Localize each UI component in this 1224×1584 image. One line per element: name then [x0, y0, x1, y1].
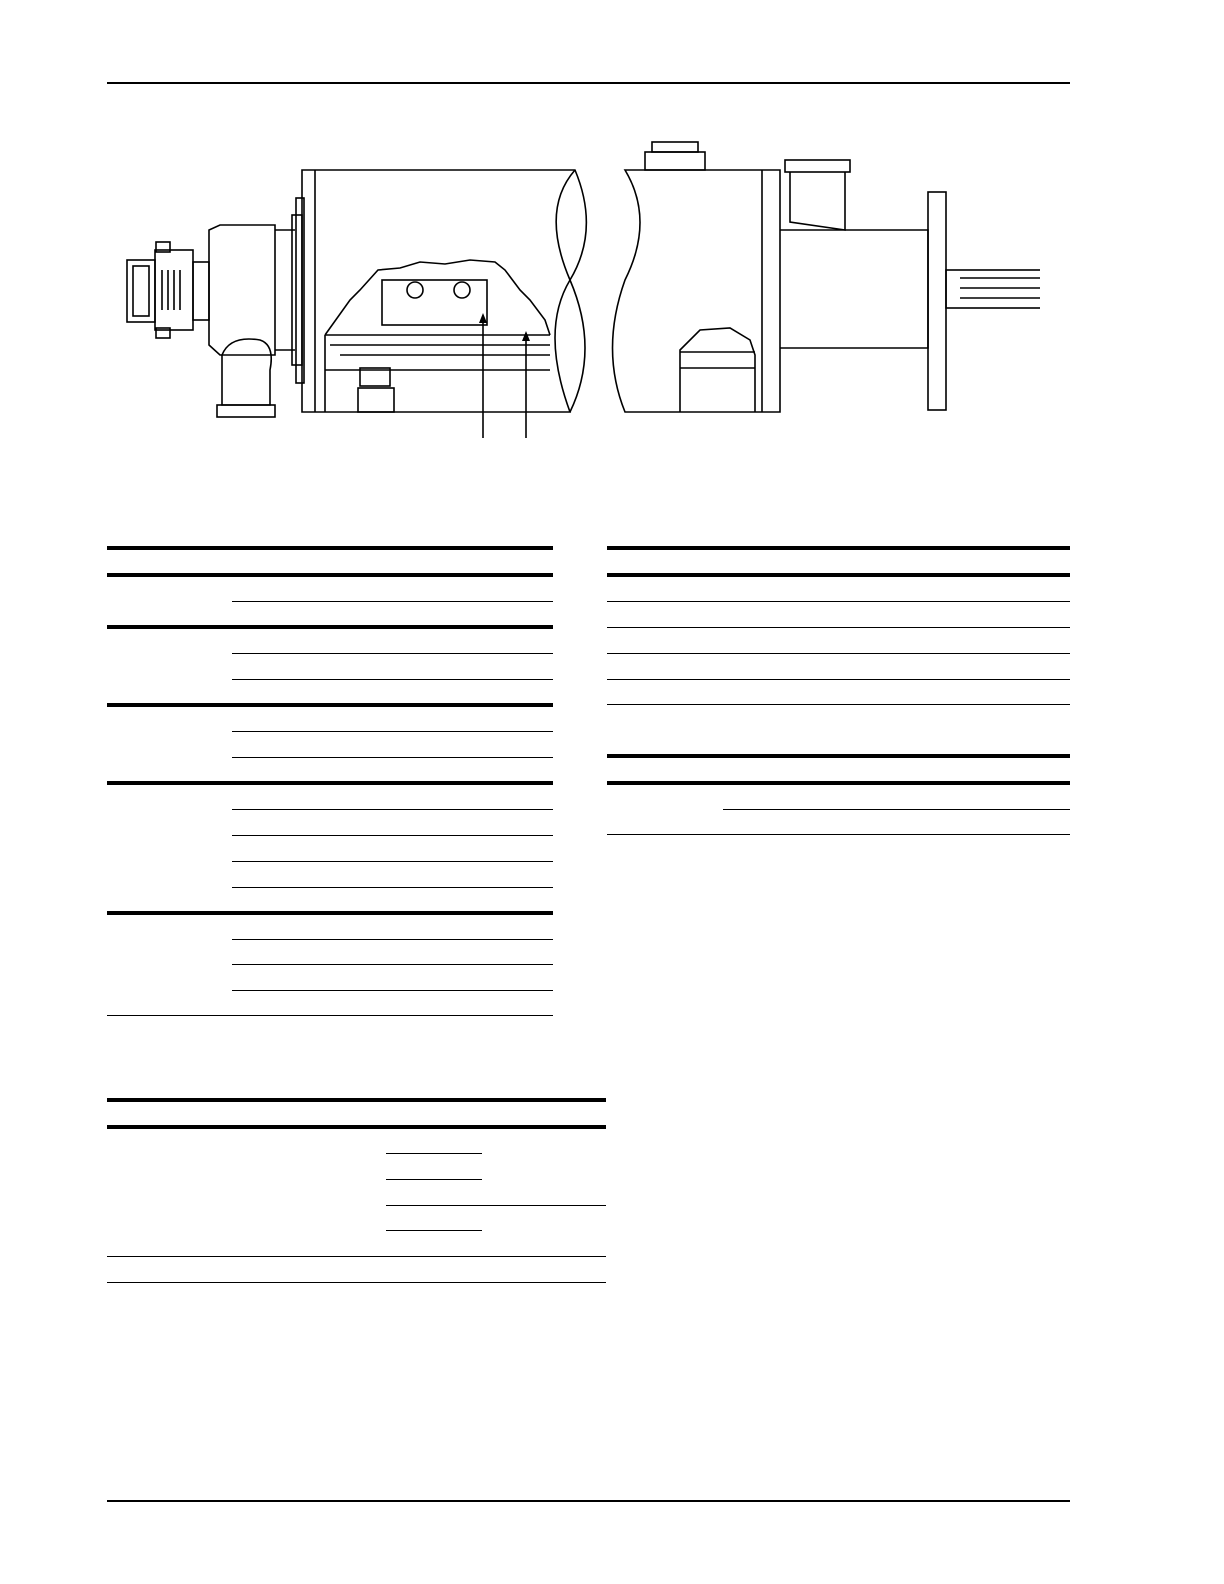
pump-cross-section-drawing: [100, 130, 1040, 450]
left-housing: [302, 170, 586, 412]
table-left: [107, 546, 553, 1021]
table-right-top: [607, 546, 1070, 711]
left-seal-assembly: [127, 225, 295, 355]
header-rule: [107, 82, 1070, 84]
table-bottom: [107, 1098, 606, 1288]
right-housing: [613, 142, 781, 412]
right-elbow: [785, 160, 850, 230]
left-elbow: [217, 339, 275, 417]
table-right-bottom: [607, 754, 1070, 839]
right-shaft: [780, 192, 1040, 410]
footer-rule: [107, 1500, 1070, 1502]
